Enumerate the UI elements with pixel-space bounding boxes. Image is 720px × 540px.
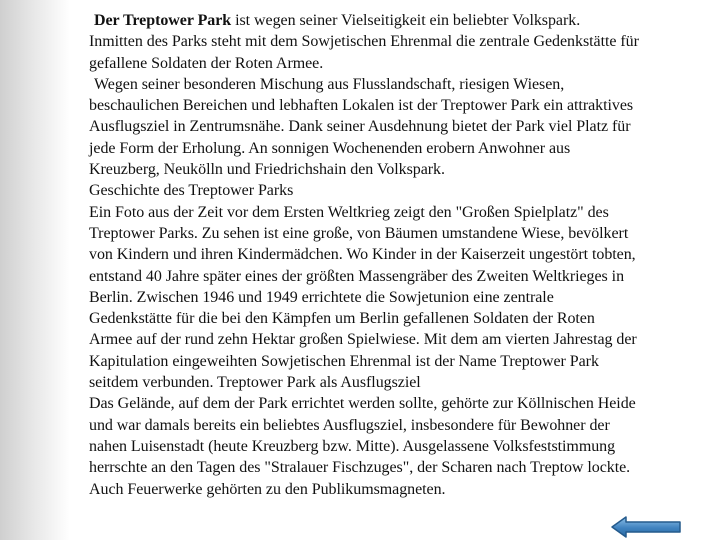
paragraph-intro-cont xyxy=(89,31,715,74)
text-line: Kreuzberg, Neukölln und Friedrichshain den Volkspark. xyxy=(89,161,445,179)
text-line: Das Gelände, auf dem der Park errichtet werden sollte, gehörte zur Köllnischen Heide xyxy=(89,395,636,413)
text-line: seitdem verbunden. Treptower Park als Ausflugsziel xyxy=(89,374,421,392)
paragraph-intro xyxy=(89,10,715,31)
text-line: und war damals bereits ein beliebtes Ausflugsziel, insbesondere für Bewohner der xyxy=(89,416,610,434)
text-line: gefallene Soldaten der Roten Armee. xyxy=(89,54,324,72)
text-line: nahen Luisenstadt (heute Kreuzberg bzw. Mitte). Ausgelassene Volksfeststimmung xyxy=(89,437,616,455)
text-line: von Kindern und ihren Kindermädchen. Wo Kinder in der Kaiserzeit ungestört tobten, xyxy=(89,246,636,264)
body-text xyxy=(89,10,715,500)
text-line: Kapitulation eingeweihten Sowjetischen Ehrenmal ist der Name Treptower Park xyxy=(89,352,599,370)
back-button[interactable] xyxy=(610,515,682,539)
text-line: Berlin. Zwischen 1946 und 1949 errichtete die Sowjetunion eine zentrale xyxy=(89,288,554,306)
text-line: Treptower Parks. Zu sehen ist eine große, von Bäumen umstandene Wiese, bevölkert xyxy=(89,224,629,242)
park-name-bold: Der Treptower Park xyxy=(94,12,232,29)
text-line: entstand 40 Jahre später eines der größten Massengräber des Zweiten Weltkrieges in xyxy=(89,267,625,285)
section-heading-history: Geschichte des Treptower Parks xyxy=(89,182,294,200)
slide-left-shadow xyxy=(0,0,70,540)
text-line: beschaulichen Bereichen und lebhaften Lokalen ist der Treptower Park ein attraktives xyxy=(89,97,634,115)
text-line: Auch Feuerwerke gehörten zu den Publikumsmagneten. xyxy=(89,480,446,498)
left-arrow-icon xyxy=(610,515,682,539)
text-line: Ein Foto aus der Zeit vor dem Ersten Weltkrieg zeigt den "Großen Spielplatz" des xyxy=(89,203,609,221)
text-line: Ausflugsziel in Zentrumsnähe. Dank seiner Ausdehnung bietet der Park viel Platz für xyxy=(89,118,631,136)
text-line: Armee auf der rund zehn Hektar großen Spielwiese. Mit dem am vierten Jahrestag der xyxy=(89,331,637,349)
text-line: Der Treptower Park ist wegen seiner Vielseitigkeit ein beliebter Volkspark. xyxy=(94,12,581,29)
text-line: jede Form der Erholung. An sonnigen Wochenenden erobern Anwohner aus xyxy=(89,139,571,157)
text-line: herrschte an den Tagen des "Stralauer Fischzuges", der Scharen nach Treptow lockte. xyxy=(89,459,631,477)
text-line: Inmitten des Parks steht mit dem Sowjetischen Ehrenmal die zentrale Gedenkstätte für xyxy=(89,33,639,51)
text-line: Gedenkstätte für die bei den Kämpfen um Berlin gefallenen Soldaten der Roten xyxy=(89,310,595,328)
text-line: Wegen seiner besonderen Mischung aus Flusslandschaft, riesigen Wiesen, xyxy=(94,75,565,93)
paragraph-main xyxy=(89,74,715,500)
